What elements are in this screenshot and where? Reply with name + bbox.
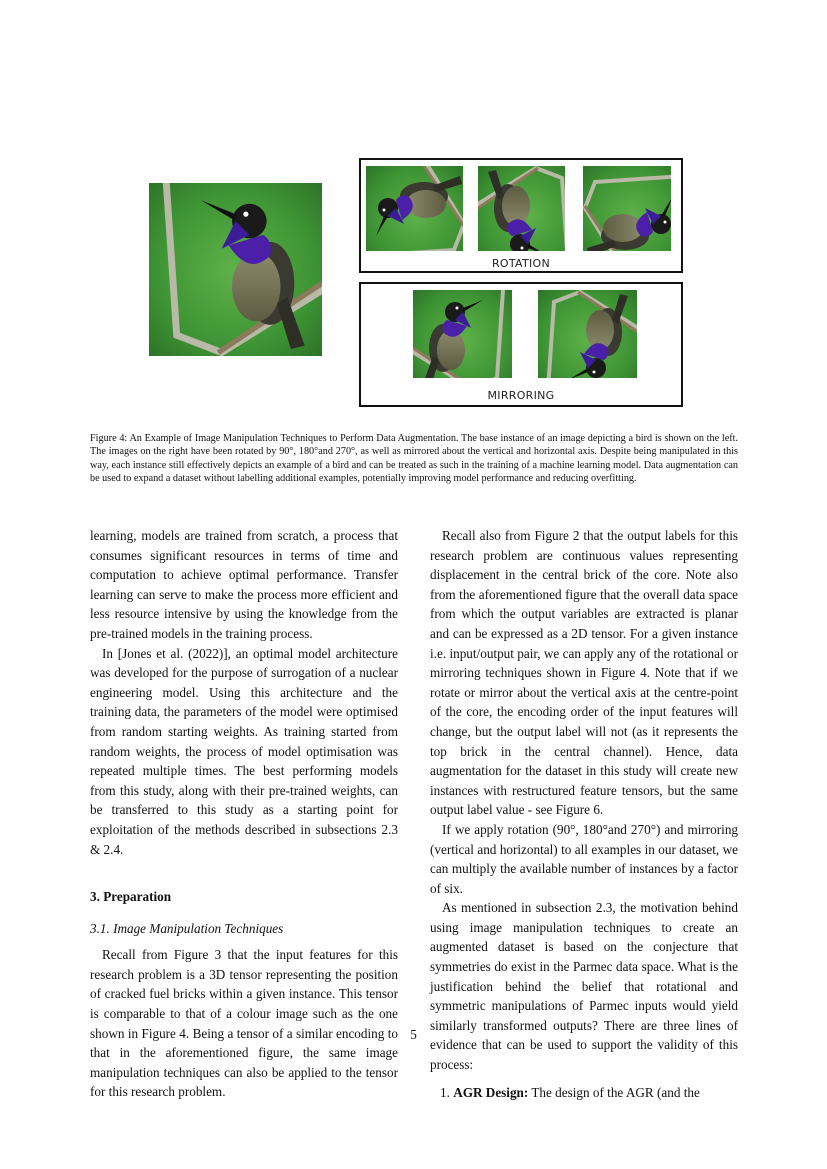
right-paragraph-2: If we apply rotation (90°, 180°and 270°) and mirroring (vertical and horizontal) to all examples in our dataset, we can multiply the available number of instances by a factor of six. [430,821,738,896]
mirrored-vertical-image [413,290,512,378]
base-bird-image [149,183,322,356]
left-paragraph-3: Recall from Figure 3 that the input features for this research problem is a 3D tensor representing the position of cracked fuel bricks within a given instance. This tensor is comparable to that of a colour image such as the one shown in Figure 4. Being a tensor of a similar encoding to that in the aforementioned figure, the same image manipulation techniques can also be applied to the tensor for this research problem. [90,947,398,1100]
right-paragraph-1: Recall also from Figure 2 that the output labels for this research problem are continuous values representing displacement in the central brick of the core. Note also from the aforementioned figure that the overall data space from which the output variables are extracted is planar and can be expressed as a 2D tensor. For a given instance i.e. input/output pair, we can apply any of the rotational or mirroring techniques shown in Figure 4. Note that if we rotate or mirror about the vertical axis at the centre-point of the core, the encoding order of the input features will change, but the output label will not (as it represents the top brick in the central channel). Hence, data augmentation for the dataset in this study will create new instances with restructured feature tensors, but the same output label value - see Figure 6. [430,528,738,818]
figure-caption: Figure 4: An Example of Image Manipulation Techniques to Perform Data Augmentation. The base instance of an image depicting a bird is shown on the left. The images on the right have been rotated by 90°, 180°and 270°, as well as mirrored about the vertical and horizontal axis. Despite being manipulated in this way, each instance still effectively depicts an example of a bird and can be treated as such in the training of a machine learning model. Data augmentation can be used to expand a dataset without labelling additional examples, potentially improving model performance and reducing overfitting. [90,433,738,485]
list-item-bold: AGR Design: [453,1084,529,1100]
page-number: 5 [410,1027,417,1042]
rotated-90-image [366,166,463,251]
mirroring-label: MIRRORING [487,389,555,402]
section-heading: 3. Preparation [90,889,172,905]
rotated-180-image [478,166,565,251]
list-item-number: 1. [440,1084,450,1100]
list-item-1 [430,1083,738,1103]
left-paragraph-1: learning, models are trained from scratch, a process that consumes significant resources in terms of time and computation to achieve optimal performance. Transfer learning can serve to make the process more efficient and less resource intensive by using the knowledge from the pre-trained models in the training process. [90,528,398,641]
left-column [90,526,398,1102]
subsection-heading: 3.1. Image Manipulation Techniques [90,920,284,936]
left-paragraph-2: In [Jones et al. (2022)], an optimal model architecture was developed for the purpose of surrogation of a nuclear engineering model. Using this architecture and the training data, the parameters of the model were optimised from random starting weights. As training started from random weights, the process of model optimisation was repeated multiple times. The best performing models from this study, along with their pre-trained weights, can be transferred to this study as a starting point for exploitation of the methods described in subsections 2.3 & 2.4. [90,645,398,857]
mirrored-horizontal-image [538,290,637,378]
right-column [430,526,738,1102]
rotated-270-image [583,166,671,251]
list-item-text: The design of the AGR (and the [531,1084,700,1100]
right-paragraph-3: As mentioned in subsection 2.3, the motivation behind using image manipulation techniques to create an augmented dataset is based on the conjecture that symmetries do exist in the Parmec data space. What is the justification behind the belief that rotational and symmetric manipulations of Parmec inputs would yield similarly transformed outputs? There are three lines of evidence that can be used to support the validity of this process: [430,900,738,1073]
rotation-label: ROTATION [491,257,551,270]
